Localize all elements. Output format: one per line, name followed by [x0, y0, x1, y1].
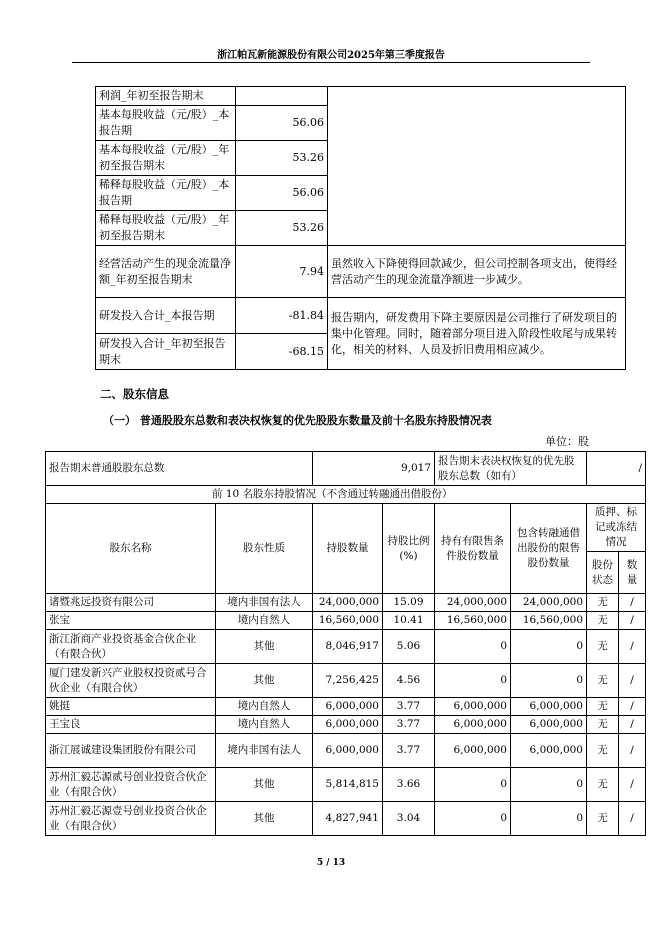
holder-ratio: 5.06 [383, 630, 435, 664]
holder-name: 浙江浙商产业投资基金合伙企业（有限合伙） [46, 630, 216, 664]
total-holders-value: 9,017 [313, 452, 435, 486]
indicator-label: 利润_年初至报告期末 [96, 87, 236, 106]
cashflow-reason: 虽然收入下降使得回款减少，但公司控制各项支出，使得经营活动产生的现金流量净额进一步减少。 [328, 246, 626, 298]
holder-status: 无 [587, 630, 619, 664]
holder-ratio: 3.66 [383, 768, 435, 802]
holder-restricted-incl: 0 [511, 802, 587, 836]
holder-restricted: 16,560,000 [435, 612, 511, 630]
holder-nature: 境内自然人 [216, 716, 313, 734]
indicator-label: 基本每股收益（元/股）_本报告期 [96, 106, 236, 141]
holder-qty: / [619, 734, 646, 768]
header-ratio: 持股比例(%) [383, 504, 435, 594]
holder-restricted: 24,000,000 [435, 594, 511, 612]
holder-ratio: 3.77 [383, 698, 435, 716]
holder-qty: / [619, 664, 646, 698]
table-row [46, 734, 646, 768]
header-restricted-incl: 包含转融通借出股份的限售股份数量 [511, 504, 587, 594]
holder-status: 无 [587, 734, 619, 768]
table-row [46, 716, 646, 734]
holder-ratio: 3.77 [383, 734, 435, 768]
holder-shares: 8,046,917 [313, 630, 383, 664]
holder-restricted-incl: 0 [511, 664, 587, 698]
holder-shares: 6,000,000 [313, 698, 383, 716]
indicator-value [236, 87, 328, 106]
shareholders-table [45, 451, 646, 836]
indicator-value: 53.26 [236, 141, 328, 176]
holder-status: 无 [587, 664, 619, 698]
indicator-label: 基本每股收益（元/股）_年初至报告期末 [96, 141, 236, 176]
header-pledge: 质押、标记或冻结情况 [587, 504, 646, 552]
page-number: 5 / 13 [316, 858, 346, 868]
holder-name: 厦门建发新兴产业股权投资贰号合伙企业（有限合伙） [46, 664, 216, 698]
indicator-value: 7.94 [236, 246, 328, 298]
holder-qty: / [619, 630, 646, 664]
table-row [46, 594, 646, 612]
header-restricted: 持有有限售条件股份数量 [435, 504, 511, 594]
holder-status: 无 [587, 698, 619, 716]
indicator-label: 经营活动产生的现金流量净额_年初至报告期末 [96, 246, 236, 298]
holder-qty: / [619, 768, 646, 802]
holder-restricted-incl: 0 [511, 630, 587, 664]
holder-status: 无 [587, 612, 619, 630]
table-row [46, 698, 646, 716]
holder-ratio: 15.09 [383, 594, 435, 612]
holder-shares: 6,000,000 [313, 716, 383, 734]
holder-qty: / [619, 716, 646, 734]
section-subtitle: （一） 普通股股东总数和表决权恢复的优先股股东数量及前十名股东持股情况表 [103, 414, 492, 427]
holder-restricted: 6,000,000 [435, 698, 511, 716]
holder-shares: 5,814,815 [313, 768, 383, 802]
indicator-label: 稀释每股收益（元/股）_本报告期 [96, 176, 236, 211]
holder-nature: 境内自然人 [216, 612, 313, 630]
indicator-change-table [95, 86, 626, 370]
holder-nature: 其他 [216, 802, 313, 836]
holder-restricted: 0 [435, 664, 511, 698]
holder-qty: / [619, 698, 646, 716]
holder-status: 无 [587, 768, 619, 802]
preferred-holders-label: 报告期末表决权恢复的优先股股东总数（如有） [435, 452, 587, 486]
holder-nature: 其他 [216, 768, 313, 802]
table-row [46, 612, 646, 630]
holder-nature: 境内非国有法人 [216, 594, 313, 612]
holder-restricted: 0 [435, 768, 511, 802]
holder-status: 无 [587, 802, 619, 836]
holder-status: 无 [587, 716, 619, 734]
holder-status: 无 [587, 594, 619, 612]
top10-caption: 前 10 名股东持股情况（不含通过转融通出借股份） [46, 486, 646, 504]
header-nature: 股东性质 [216, 504, 313, 594]
indicator-value: -68.15 [236, 334, 328, 370]
indicator-value: 53.26 [236, 211, 328, 246]
holder-restricted: 6,000,000 [435, 716, 511, 734]
holder-shares: 24,000,000 [313, 594, 383, 612]
holder-name: 姚挺 [46, 698, 216, 716]
table-row [46, 664, 646, 698]
table-row [46, 802, 646, 836]
indicator-label: 稀释每股收益（元/股）_年初至报告期末 [96, 211, 236, 246]
holder-nature: 境内自然人 [216, 698, 313, 716]
holder-restricted: 0 [435, 630, 511, 664]
header-divider [72, 62, 590, 63]
total-holders-label: 报告期末普通股股东总数 [46, 452, 313, 486]
header-qty: 数量 [619, 552, 646, 594]
rd-reason: 报告期内，研发费用下降主要原因是公司推行了研发项目的集中化管理。同时，随着部分项目进入阶段性收尾与成果转化，相关的材料、人员及折旧费用相应减少。 [328, 298, 626, 370]
holder-name: 苏州汇毅芯源贰号创业投资合伙企业（有限合伙） [46, 768, 216, 802]
holder-shares: 6,000,000 [313, 734, 383, 768]
holder-ratio: 3.04 [383, 802, 435, 836]
unit-label: 单位：股 [545, 435, 589, 448]
indicator-value: -81.84 [236, 298, 328, 334]
report-header: 浙江帕瓦新能源股份有限公司2025年第三季度报告 [217, 50, 445, 61]
holder-name: 诸暨兆远投资有限公司 [46, 594, 216, 612]
indicator-label: 研发投入合计_年初至报告期末 [96, 334, 236, 370]
header-name: 股东名称 [46, 504, 216, 594]
holder-restricted-incl: 6,000,000 [511, 698, 587, 716]
table-row [46, 768, 646, 802]
holder-name: 苏州汇毅芯源壹号创业投资合伙企业（有限合伙） [46, 802, 216, 836]
holder-name: 张宝 [46, 612, 216, 630]
holder-restricted-incl: 6,000,000 [511, 734, 587, 768]
holder-shares: 7,256,425 [313, 664, 383, 698]
indicator-reason-empty [328, 87, 626, 246]
holder-qty: / [619, 802, 646, 836]
holder-shares: 16,560,000 [313, 612, 383, 630]
holder-restricted-incl: 16,560,000 [511, 612, 587, 630]
holder-restricted-incl: 24,000,000 [511, 594, 587, 612]
holder-name: 浙江展诚建设集团股份有限公司 [46, 734, 216, 768]
holder-nature: 其他 [216, 664, 313, 698]
holder-ratio: 4.56 [383, 664, 435, 698]
holder-restricted: 0 [435, 802, 511, 836]
preferred-holders-value: / [587, 452, 646, 486]
indicator-label: 研发投入合计_本报告期 [96, 298, 236, 334]
holder-restricted-incl: 6,000,000 [511, 716, 587, 734]
holder-qty: / [619, 612, 646, 630]
holder-restricted-incl: 0 [511, 768, 587, 802]
holder-shares: 4,827,941 [313, 802, 383, 836]
header-status: 股份状态 [587, 552, 619, 594]
header-shares: 持股数量 [313, 504, 383, 594]
holder-restricted: 6,000,000 [435, 734, 511, 768]
holder-ratio: 3.77 [383, 716, 435, 734]
holder-nature: 境内非国有法人 [216, 734, 313, 768]
section-title: 二、股东信息 [100, 387, 169, 401]
holder-nature: 其他 [216, 630, 313, 664]
holder-qty: / [619, 594, 646, 612]
holder-name: 王宝良 [46, 716, 216, 734]
table-row [46, 630, 646, 664]
indicator-value: 56.06 [236, 176, 328, 211]
indicator-value: 56.06 [236, 106, 328, 141]
holder-ratio: 10.41 [383, 612, 435, 630]
